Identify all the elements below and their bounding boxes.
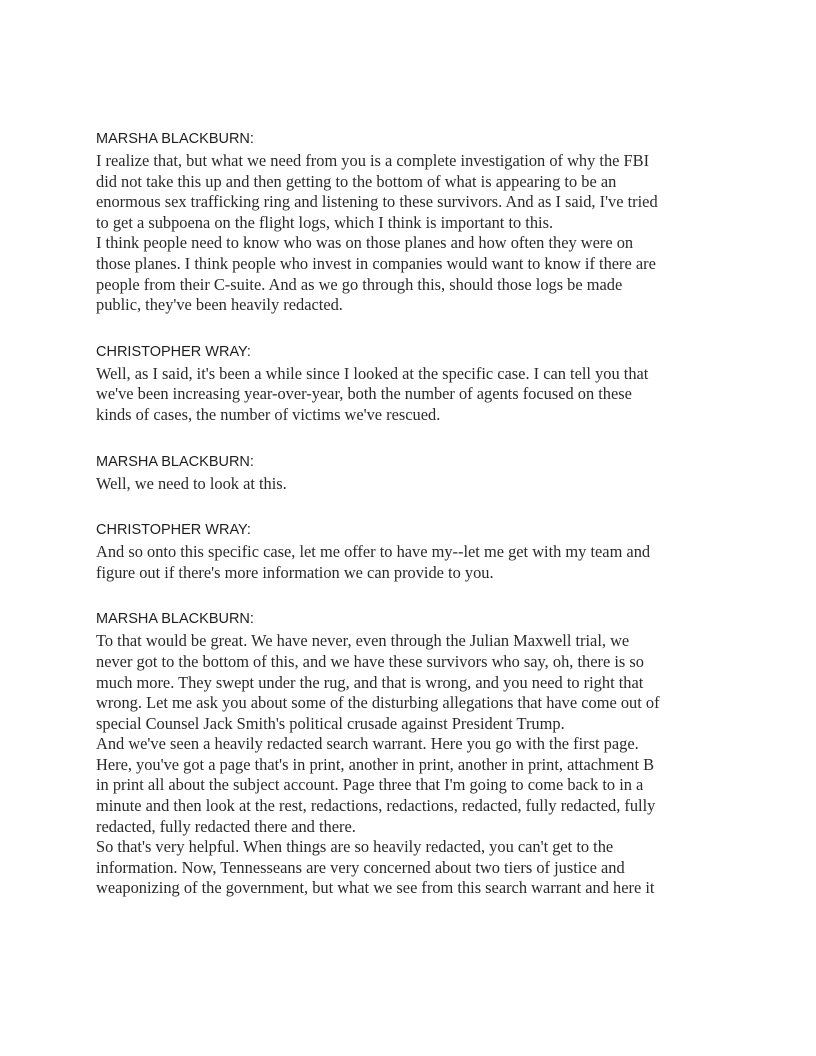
transcript-block <box>96 610 721 899</box>
speech-line: minute and then look at the rest, redactions, redactions, redacted, fully redacted, fully <box>96 796 656 816</box>
speech-paragraph <box>96 364 721 426</box>
speech-line: those planes. I think people who invest in companies would want to know if there are <box>96 253 656 273</box>
speech-line: I realize that, but what we need from you is a complete investigation of why the FBI <box>96 151 650 170</box>
speech-line: enormous sex trafficking ring and listening to these survivors. And as I said, I've tried <box>96 192 658 212</box>
transcript-block <box>96 521 721 583</box>
speaker-name: MARSHA BLACKBURN: <box>96 453 254 470</box>
speech-paragraph <box>96 542 721 583</box>
speaker-name: MARSHA BLACKBURN: <box>96 131 254 147</box>
speech-paragraph <box>96 837 721 899</box>
speech-paragraph <box>96 233 721 315</box>
transcript-block <box>96 343 721 426</box>
transcript-block <box>96 130 721 316</box>
transcript-page <box>96 130 721 926</box>
speech-line: wrong. Let me ask you about some of the disturbing allegations that have come out of <box>96 693 660 713</box>
speaker-name: MARSHA BLACKBURN: <box>96 611 254 628</box>
speech-line: Well, we need to look at this. <box>96 473 287 493</box>
speech-line: So that's very helpful. When things are so heavily redacted, you can't get to the <box>96 837 614 857</box>
speech-line: never got to the bottom of this, and we have these survivors who say, oh, there is so <box>96 651 644 671</box>
speech-line: special Counsel Jack Smith's political crusade against President Trump. <box>96 713 565 733</box>
speech-line: I think people need to know who was on those planes and how often they were on <box>96 233 634 253</box>
speech-line: And we've seen a heavily redacted search warrant. Here you go with the first page. <box>96 734 639 754</box>
speech-paragraph <box>96 151 721 233</box>
speech-line: public, they've been heavily redacted. <box>96 295 343 315</box>
speech-line: And so onto this specific case, let me offer to have my--let me get with my team and <box>96 542 651 562</box>
speech-line: to get a subpoena on the flight logs, which I think is important to this. <box>96 212 554 232</box>
transcript-block <box>96 453 721 495</box>
speaker-name: CHRISTOPHER WRAY: <box>96 343 251 360</box>
speech-line: redacted, fully redacted there and there. <box>96 816 356 836</box>
speech-paragraph <box>96 734 721 837</box>
speech-line: did not take this up and then getting to the bottom of what is appearing to be an <box>96 171 617 191</box>
speech-line: we've been increasing year-over-year, both the number of agents focused on these <box>96 384 632 404</box>
speaker-name: CHRISTOPHER WRAY: <box>96 522 251 539</box>
speech-line: people from their C-suite. And as we go through this, should those logs be made <box>96 274 623 294</box>
speech-line: information. Now, Tennesseans are very concerned about two tiers of justice and <box>96 857 625 877</box>
speech-line: much more. They swept under the rug, and that is wrong, and you need to right that <box>96 672 644 692</box>
speech-paragraph <box>96 631 721 734</box>
speech-line: Here, you've got a page that's in print, another in print, another in print, attachment B <box>96 754 655 774</box>
speech-line: weaponizing of the government, but what we see from this search warrant and here it <box>96 878 655 898</box>
speech-line: Well, as I said, it's been a while since I looked at the specific case. I can tell you that <box>96 363 649 383</box>
speech-line: To that would be great. We have never, even through the Julian Maxwell trial, we <box>96 631 630 651</box>
speech-paragraph <box>96 474 721 495</box>
speech-line: kinds of cases, the number of victims we've rescued. <box>96 404 441 424</box>
speech-line: figure out if there's more information we can provide to you. <box>96 562 494 582</box>
speech-line: in print all about the subject account. Page three that I'm going to come back to in a <box>96 775 644 795</box>
